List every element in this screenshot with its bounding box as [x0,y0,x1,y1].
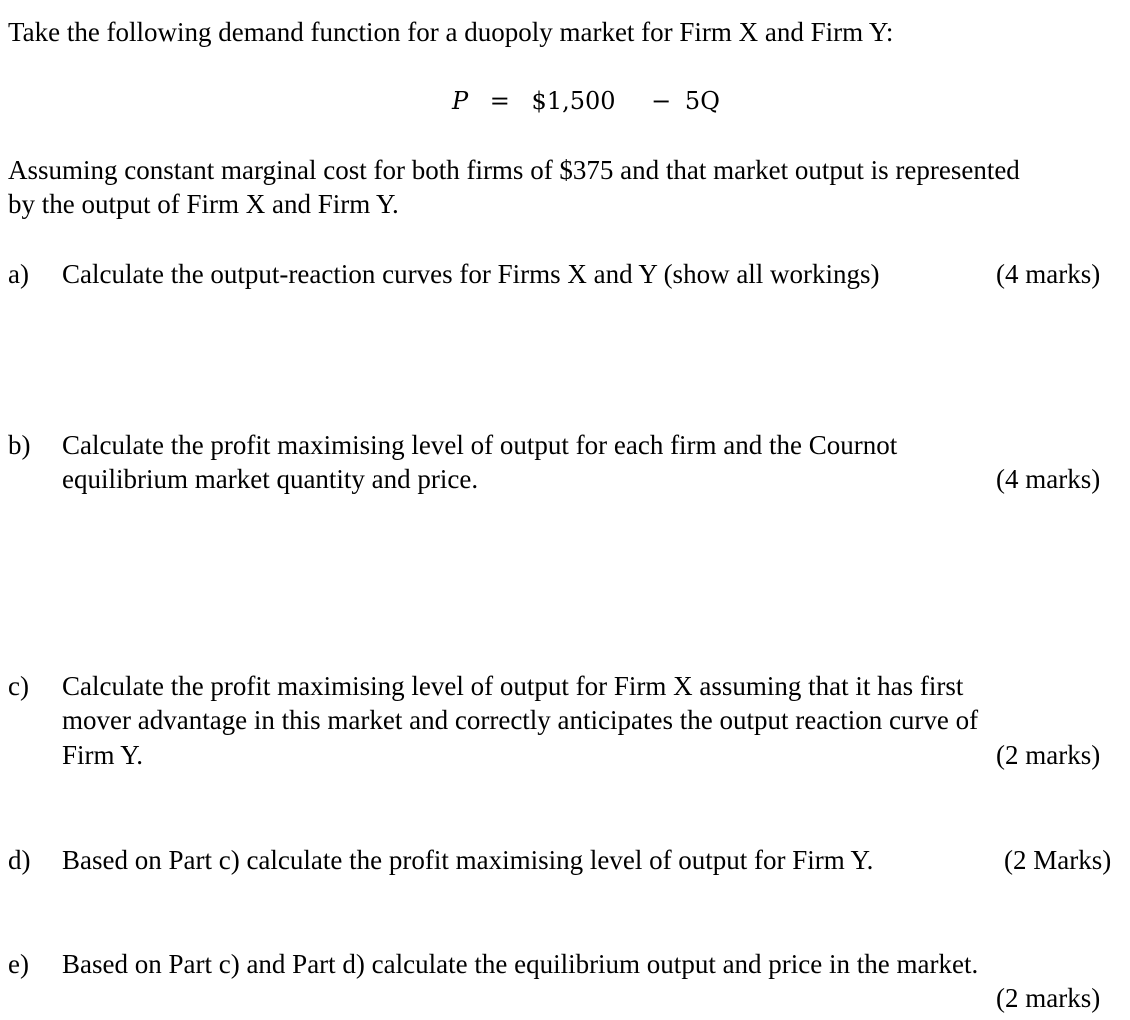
question-marks: (2 marks) [996,983,1101,1013]
question-label: a) [8,259,29,289]
equation-slope-term: 5Q [684,87,720,115]
question-text-line: Calculate the profit maximising level of output for each firm and the Cournot [62,430,898,460]
question-label: c) [8,671,29,701]
question-text-line: Calculate the profit maximising level of output for Firm X assuming that it has first [62,671,964,701]
assumption-line-2: by the output of Firm X and Firm Y. [8,189,399,219]
demand-equation [452,84,720,118]
intro-text: Take the following demand function for a duopoly market for Firm X and Firm Y: [8,17,894,47]
question-text-line: mover advantage in this market and correctly anticipates the output reaction curve of [62,705,979,735]
question-text-line: Firm Y. [62,740,144,770]
equation-minus: − [651,87,672,115]
equation-equals: = [489,87,510,115]
assumption-line-1: Assuming constant marginal cost for both firms of $375 and that market output is represented [8,155,1020,185]
question-marks: (2 marks) [996,740,1101,770]
question-label: b) [8,430,31,460]
question-marks: (4 marks) [996,259,1101,289]
equation-intercept: $1,500 [531,87,616,115]
question-label: e) [8,949,29,979]
question-text-line: Based on Part c) calculate the profit maximising level of output for Firm Y. [62,845,874,875]
question-text-line: Calculate the output-reaction curves for Firms X and Y (show all workings) [62,259,880,289]
question-label: d) [8,845,31,875]
question-marks: (4 marks) [996,464,1101,494]
question-text-line: equilibrium market quantity and price. [62,464,479,494]
question-text-line: Based on Part c) and Part d) calculate the equilibrium output and price in the market. [62,949,979,979]
equation-price-symbol: P [452,87,469,115]
question-marks: (2 Marks) [1004,845,1112,875]
